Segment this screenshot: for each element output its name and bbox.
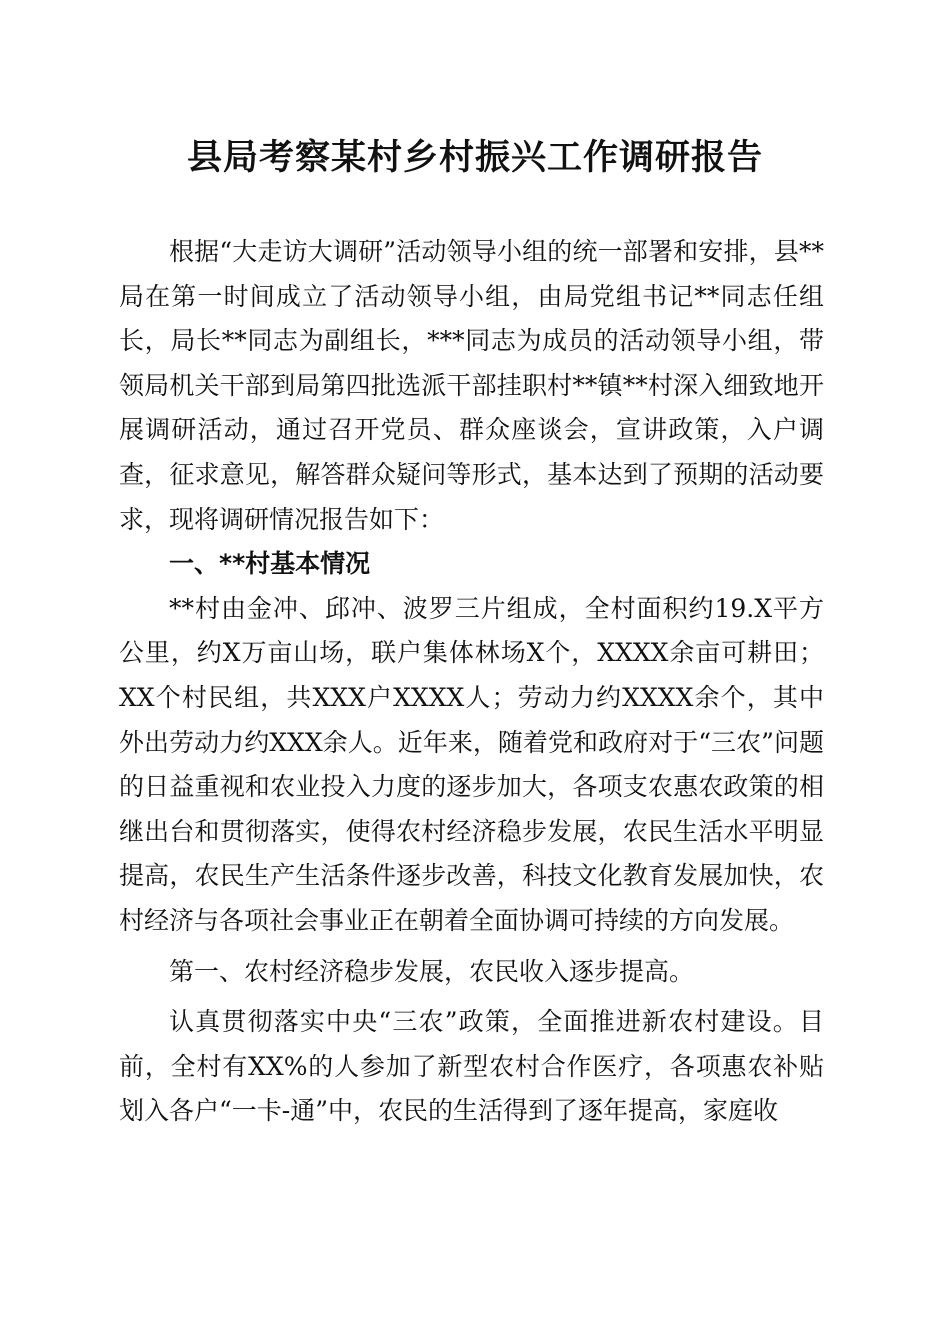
intro-paragraph: 根据“大走访大调研”活动领导小组的统一部署和安排，县**局在第一时间成立了活动领导小组，由局党组书记**同志任组长，局长**同志为副组长，***同志为成员的活动领导小组，带领局机关干部到局第四批选派干部挂职村**镇**村深入细致地开展调研活动，通过召开党员、群众座谈会，宣讲政策，入户调查，征求意见，解答群众疑问等形式，基本达到了预期的活动要求，现将调研情况报告如下：: [119, 237, 824, 534]
section-heading-basic-situation: 一、**村基本情况: [169, 549, 371, 579]
document-title: 县局考察某村乡村振兴工作调研报告: [186, 137, 763, 178]
subsection-heading-economy: 第一、农村经济稳步发展，农民收入逐步提高。: [169, 956, 695, 986]
economy-paragraph: 认真贯彻落实中央“三农”政策，全面推进新农村建设。目前，全村有XX%的人参加了新型农村合作医疗，各项惠农补贴划入各户“一卡-通”中，农民的生活得到了逐年提高，家庭收: [119, 1007, 824, 1126]
document-body: [119, 230, 824, 1134]
basic-situation-paragraph: **村由金冲、邱冲、波罗三片组成，全村面积约19.X平方公里，约X万亩山场，联户集体林场X个，XXXX余亩可耕田；XX个村民组，共XXX户XXXX人；劳动力约XXXX余个，其中外出劳动力约XXX余人。近年来，随着党和政府对于“三农”问题的日益重视和农业投入力度的逐步加大，各项支农惠农政策的相继出台和贯彻落实，使得农村经济稳步发展，农民生活水平明显提高，农民生产生活条件逐步改善，科技文化教育发展加快，农村经济与各项社会事业正在朝着全面协调可持续的方向发展。: [119, 593, 824, 935]
